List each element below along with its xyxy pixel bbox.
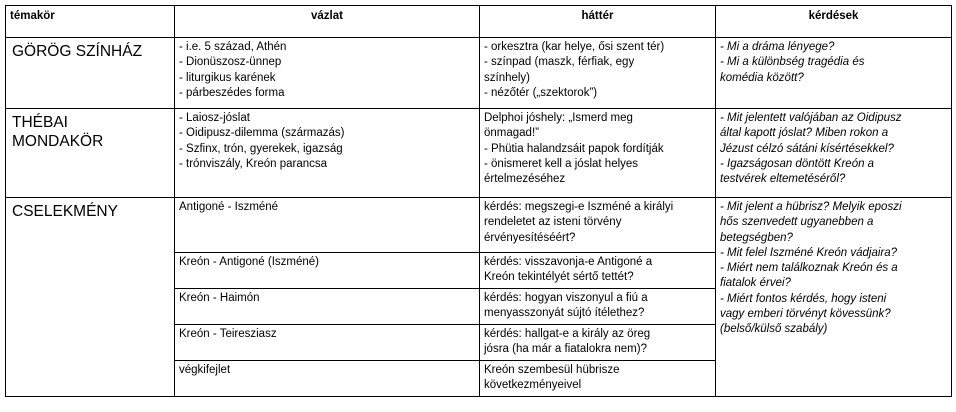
cell-line: - Igazságosan döntött Kreón a [720, 157, 875, 170]
topic-label: GÖRÖG SZÍNHÁZ [12, 43, 143, 60]
topic-cell [6, 198, 175, 397]
cell-line: kérdés: megszegi-e Iszméné a királyi [484, 201, 674, 213]
hatter-cell [480, 361, 716, 397]
header-hatter: háttér [480, 6, 716, 38]
hatter-cell [480, 325, 716, 361]
cell-line: fiatalok érvei? [720, 277, 791, 290]
cell-line: - párbeszédes forma [179, 86, 285, 99]
cell-line: - Mit felel Iszméné Kreón vádjaira? [720, 246, 898, 259]
cell-line: Kreón - Haimón [179, 292, 260, 304]
hatter-cell [480, 198, 716, 253]
cell-line: - liturgikus karének [179, 71, 276, 84]
cell-line: rendeletet az isteni törvény [484, 216, 622, 229]
topic-cell [6, 109, 175, 198]
hatter-cell [480, 38, 716, 109]
vazlat-cell [175, 361, 480, 397]
cell-line: (belső/külső szabály) [720, 323, 828, 336]
cell-line: hős szenvedett ugyanebben a [720, 216, 874, 229]
cell-line: - Oidipusz-dilemma (származás) [179, 127, 345, 140]
kerdesek-cell [716, 38, 952, 109]
cell-line: - Miért fontos kérdés, hogy isteni [720, 292, 887, 305]
lesson-outline-table [5, 5, 952, 397]
cell-line: vagy emberi törvényt kövessünk? [720, 308, 891, 321]
cell-line: - trónviszály, Kreón parancsa [179, 157, 328, 170]
cell-line: önmagad!” [484, 127, 539, 140]
header-temakor: témakör [6, 6, 175, 38]
cell-line: Kreón tekintélyét sértő tettét? [484, 271, 634, 284]
vazlat-cell [175, 289, 480, 325]
vazlat-cell [175, 38, 480, 109]
table-row [6, 109, 952, 198]
cell-line: által kapott jóslat? Miben rokon a [720, 127, 889, 140]
vazlat-cell [175, 253, 480, 289]
cell-line: - önismeret kell a jóslat helyes [484, 157, 639, 170]
cell-line: következményeivel [484, 379, 582, 392]
cell-line: jósra (ha már a fiatalokra nem)? [484, 343, 647, 356]
table-row [6, 198, 952, 253]
cell-line: - Miért nem találkoznak Kreón és a [720, 262, 898, 275]
cell-line: - orkesztra (kar helye, ősi szent tér) [484, 41, 665, 53]
kerdesek-cell [716, 198, 952, 397]
cell-line: Kreón szembesül hübrisze [484, 364, 620, 376]
header-kerdesek: kérdések [716, 6, 952, 38]
cell-line: - i.e. 5 század, Athén [179, 41, 287, 53]
topic-label: THÉBAI [12, 114, 68, 131]
cell-line: betegségben? [720, 231, 793, 244]
cell-line: - Phütia halandzsáit papok fordítják [484, 142, 664, 155]
cell-line: színhely) [484, 71, 531, 84]
topic-label: MONDAKÖR [12, 133, 104, 150]
topic-cell [6, 38, 175, 109]
cell-line: - Mit jelent a hübrisz? Melyik eposzi [720, 201, 902, 213]
vazlat-cell [175, 109, 480, 198]
topic-label: CSELEKMÉNY [12, 203, 118, 220]
cell-line: kérdés: hallgat-e a király az öreg [484, 328, 651, 340]
cell-line: - Szfinx, trón, gyerekek, igazság [179, 142, 343, 155]
kerdesek-cell [716, 109, 952, 198]
header-row [6, 6, 952, 38]
cell-line: értelmezéséhez [484, 173, 566, 186]
cell-line: - Laiosz-jóslat [179, 112, 250, 124]
hatter-cell [480, 109, 716, 198]
cell-line: Kreón - Antigoné (Iszméné) [179, 256, 319, 268]
table-row [6, 38, 952, 109]
hatter-cell [480, 289, 716, 325]
cell-line: végkifejlet [179, 364, 231, 376]
cell-line: Antigoné - Iszméné [179, 201, 279, 213]
cell-line: - Mi a dráma lényege? [720, 41, 835, 53]
cell-line: érvényesítéséért? [484, 231, 576, 244]
cell-line: testvérek eltemetéséről? [720, 173, 846, 186]
cell-line: Jézust célzó sátáni kísértésekkel? [720, 142, 894, 155]
header-vazlat: vázlat [175, 6, 480, 38]
cell-line: - Mit jelentett valójában az Oidipusz [720, 112, 902, 124]
vazlat-cell [175, 198, 480, 253]
hatter-cell [480, 253, 716, 289]
cell-line: kérdés: visszavonja-e Antigoné a [484, 256, 653, 268]
cell-line: kérdés: hogyan viszonyul a fiú a [484, 292, 648, 304]
cell-line: Kreón - Teiresziasz [179, 328, 277, 340]
cell-line: - Mi a különbség tragédia és [720, 56, 865, 69]
cell-line: - Dionüszosz-ünnep [179, 56, 282, 69]
cell-line: Delphoi jóshely: „Ismerd meg [484, 112, 633, 124]
cell-line: menyasszonyát sújtó ítélethez? [484, 307, 645, 320]
cell-line: - nézőtér („szektorok”) [484, 86, 598, 99]
vazlat-cell [175, 325, 480, 361]
cell-line: - színpad (maszk, férfiak, egy [484, 56, 635, 69]
cell-line: komédia között? [720, 71, 804, 84]
